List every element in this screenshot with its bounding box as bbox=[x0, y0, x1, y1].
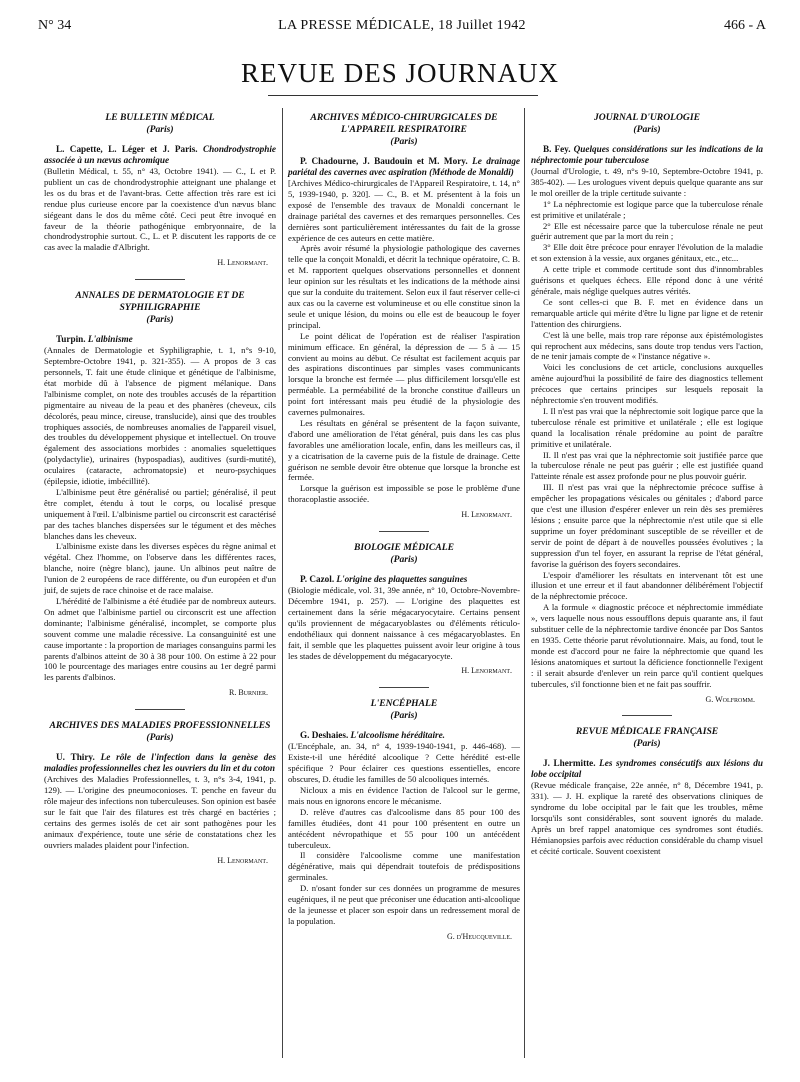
article-signature: H. Lenormant. bbox=[461, 510, 512, 520]
column-divider-2 bbox=[524, 108, 525, 1058]
article-signature: H. Lenormant. bbox=[217, 855, 268, 865]
article-authors: P. Chadourne, J. Baudouin et M. Mory. bbox=[300, 156, 468, 166]
article-signature: R. Burnier. bbox=[228, 688, 268, 698]
article-authors: B. Fey. bbox=[543, 144, 571, 154]
article-heading bbox=[44, 334, 276, 345]
article-title: Le rôle de l'infection dans la genèse des maladies professionnelles chez les ouvriers du lin et du coton bbox=[44, 752, 276, 774]
journal-title: REVUE MÉDICALE FRANÇAISE bbox=[575, 726, 719, 738]
journal-city: (Paris) bbox=[390, 554, 418, 566]
article-body: (Biologie médicale, vol. 31, 39e année, n° 10, Octobre-Novembre-Décembre 1941, p. 257). — L'origine des plaquettes est certainement dans la série mégacaryocytaire. Certains pensent qu'ils proviennent de mégacaryoblastes ou d'éléments réticulo-endothéliaux qui donnent naissance à ces mégacaryoblastes. En fait, il semble que les plaquettes puissent avoir leur origine à tous les stades de développement du mégacaryocyte. bbox=[288, 585, 520, 661]
article-body: (Revue médicale française, 22e année, n° 8, Décembre 1941, p. 331). — J. H. explique la rareté des observations cliniques de syndrome du lobe occipital par le fait que les troubles, même lorsqu'ils sont considérables, sont souvent ignorés du malade. Après un bref rappel anatomique ces syndromes sont étudiés. Hémianopsies parfois avec réduction considérable du champ visuel et cécité corticale. Souvent coexistent bbox=[531, 780, 763, 856]
page-number: 466 - A bbox=[724, 18, 766, 33]
article-paragraph: I. Il n'est pas vrai que la néphrectomie soit logique parce que la tuberculose rénale est primitive et unilatérale ; elle est logique quand la localisation rénale prédomine au point de paraître primitive et unilatérale. bbox=[531, 405, 763, 449]
article-paragraph: A la formule « diagnostic précoce et néphrectomie immédiate », vers laquelle nous nous essoufflons depuis quarante ans, il faut substituer celle de la néphrectomie tardive énoncée par Dos Santos en 1935. Cette théorie parut révolutionnaire. Mais, au fond, tout le monde est d'accord pour ne faire la néphrectomie que quand les lésions anatomiques et surtout la déficience fonctionnelle l'exigent : il serait absurde d'enlever un rein parce qu'il contient quelques tubercules, s'il fonctionne bien et ne fait pas souffrir. bbox=[531, 602, 763, 689]
issue-number: N° 34 bbox=[38, 18, 72, 33]
journal-city: (Paris) bbox=[146, 314, 174, 326]
article-title: Quelques considérations sur les indications de la néphrectomie pour tuberculose bbox=[531, 144, 764, 165]
section-separator bbox=[379, 531, 429, 532]
article-authors: L. Capette, L. Léger et J. Paris. bbox=[56, 144, 198, 154]
article-paragraph: D. n'osant fonder sur ces données un programme de mesures eugéniques, il ne peut que préconiser une éducation anti-alcoolique de la jeunesse et placer son espoir dans un redressement moral de la population. bbox=[288, 883, 520, 926]
article-heading bbox=[531, 144, 763, 166]
article-paragraph: Le point délicat de l'opération est de réaliser l'aspiration minimum efficace. En général, la dépression de — 5 à — 15 convient au moins au début. Ce résultat est facilement acquis par des aspirations discontinues par simples vases communicants lorsque la bronche est fermée — plus difficilement lorsqu'elle est perméable. La perméabilité de la bronche constitue d'ailleurs un point fort intéressant mais peu étudié de la physiologie des cavernes pulmonaires. bbox=[288, 330, 520, 418]
article-title: L'alcoolisme héréditaire. bbox=[350, 730, 445, 741]
article-paragraph: Lorsque la guérison est impossible se pose le problème d'une thoracoplastie associée. bbox=[288, 483, 520, 505]
article-paragraph: L'espoir d'améliorer les résultats en intervenant tôt est une illusion et une erreur et il faut abandonner délibérément l'objectif de la néphrectomie précoce. bbox=[531, 569, 763, 602]
article-paragraph: L'albinisme existe dans les diverses espèces du règne animal et végétal. Chez l'homme, on l'observe dans les différentes races, blanche, noire (nègre blanc), jaune. Un albinos peut naître de l'union de 2 européens de race différente, ou d'un européen et d'un juif, de sujets de race chinoise et de race malaise. bbox=[44, 541, 276, 596]
section-separator bbox=[379, 687, 429, 688]
article-heading bbox=[531, 758, 763, 780]
column-3 bbox=[531, 108, 763, 857]
article-paragraph: 1° La néphrectomie est logique parce que la tuberculose rénale est primitive et unilatérale ; bbox=[531, 198, 763, 220]
article-paragraph: Après avoir résumé la physiologie pathologique des cavernes telle que la conçoit Monaldi, et décrit la technique opératoire, C. B. et M. rapportent quelques observations personnelles et donnent leur opinion sur les résultats et les indications de la méthode ainsi que sur la conduite du traitement. Selon eux il faut réserver celle-ci aux cas ou la caverne est volumineuse et ou elle constitue sinon la seule et unique lésion, du moins ou elle est de beaucoup le foyer principal. bbox=[288, 243, 520, 330]
article-paragraph: Voici les conclusions de cet article, conclusions auxquelles amène aujourd'hui la possibilité de faire des diagnostics tellement précoces que certains principes sur lesquels reposait la néphrectomie s'en trouvent modifiés. bbox=[531, 362, 763, 406]
article-paragraph: Les résultats en général se présentent de la façon suivante, d'abord une amélioration de l'état général, puis dans les cas plus favorables une amélioration locale, enfin, dans les meilleurs cas, il y a cicatrisation de la caverne puis de la fistule de drainage. Cette guérison ne semble devoir être obtenue que lorsque la bronche est fermée. bbox=[288, 417, 520, 483]
article-authors: J. Lhermitte. bbox=[543, 758, 596, 769]
journal-title: LE BULLETIN MÉDICAL bbox=[105, 112, 215, 123]
page-title: REVUE DES JOURNAUX bbox=[240, 58, 559, 88]
journal-city: (Paris) bbox=[633, 738, 661, 750]
article-heading bbox=[288, 574, 520, 585]
article-heading bbox=[44, 144, 276, 166]
article-authors: U. Thiry. bbox=[56, 752, 95, 763]
article-title: Chondrodystrophie associée à un nævus achromique bbox=[44, 144, 276, 165]
article-title: L'albinisme bbox=[87, 334, 133, 345]
article-paragraph: (Journal d'Urologie, t. 49, n°s 9-10, Septembre-Octobre 1941, p. 385-402). — Les urologues vivent depuis quelque quarante ans sur le mol oreiller de la triple certitude suivante : bbox=[531, 166, 763, 198]
section-separator bbox=[135, 279, 185, 280]
article-paragraph: D. relève d'autres cas d'alcoolisme dans 85 pour 100 des familles étudiées, dont 41 pour 100 présentent en outre un antécédent névropathique et 55 pour 100 un antécédent tuberculeux. bbox=[288, 806, 520, 850]
journal-title: JOURNAL D'UROLOGIE bbox=[594, 112, 700, 123]
column-divider-1 bbox=[282, 108, 283, 1058]
journal-city: (Paris) bbox=[390, 136, 418, 147]
article-signature: G. d'Heucqueville. bbox=[447, 931, 512, 941]
article-body: (Bulletin Médical, t. 55, n° 43, Octobre 1941). — C., L et P. publient un cas de chondrodystrophie atteignant une phalange et les os du bras et de l'avant-bras. Cette affection très rare est ici rendue plus curieuse encore par la coexistence d'un nævus blanc siégeant dans le dos du même côté. Ceci peut être invoqué en faveur de la théorie pathogénique embryonnaire, de la chondrodystrophie surtout. C., L. et P. discutent les rapports de ce cas avec la maladie d'Albright. bbox=[44, 166, 276, 253]
page-header bbox=[38, 18, 766, 38]
article-paragraph: L'albinisme peut être généralisé ou partiel; généralisé, il peut être complet, étendu à tout le corps, ou localisé presque uniquement à l'œil. L'albinisme partiel ou circonscrit est caractérisé par des taches blanches dispersées sur le tégument et des mèches blanches dans les cheveux. bbox=[44, 486, 276, 541]
journal-city: (Paris) bbox=[146, 732, 174, 744]
journal-title: ANNALES DE DERMATOLOGIE ET DE SYPHILIGRAPHIE bbox=[75, 290, 245, 314]
journal-city: (Paris) bbox=[146, 124, 174, 135]
article-signature: H. Lenormant. bbox=[217, 258, 268, 268]
publication-date-line: LA PRESSE MÉDICALE, 18 Juillet 1942 bbox=[278, 18, 526, 33]
article-signature: G. Wolfromm. bbox=[705, 694, 755, 704]
article-paragraph: C'est là une belle, mais trop rare réponse aux épistémologistes qui reprochent aux médecins, sans doute trop tendus vers l'action, de ne tenir jamais compte de « l'instance négative ». bbox=[531, 329, 763, 362]
article-title: L'origine des plaquettes sanguines bbox=[336, 574, 468, 585]
article-paragraph: 3° Elle doit être précoce pour enrayer l'évolution de la maladie et son extension à la vessie, aux organes génitaux, etc., etc... bbox=[531, 242, 763, 264]
article-title: Le drainage pariétal des cavernes avec aspiration (Méthode de Monaldi) bbox=[288, 156, 520, 177]
article-heading bbox=[288, 156, 520, 178]
article-heading bbox=[44, 752, 276, 774]
article-title: Les syndromes consécutifs aux lésions du lobe occipital bbox=[531, 758, 763, 780]
article-signature: H. Lenormant. bbox=[461, 666, 512, 676]
article-body: (Archives des Maladies Professionnelles, t. 3, n°s 3-4, 1941, p. 129). — L'origine des pneumoconioses. T. penche en faveur du rôle majeur des infections non tuberculeuses. Son opinion est basée sur le fait que l'air des filatures est très chargé en bactéries ; certains des germes isolés de cet air sont pathogènes pour les animaux d'expérience, toute une série de constatations chez les ouvriers malades plaident pour l'infection. bbox=[44, 774, 276, 850]
article-authors: G. Deshaies. bbox=[300, 730, 349, 741]
article-paragraph: II. Il n'est pas vrai que la néphrectomie soit justifiée parce que la tuberculose rénale ne peut pas guérir ; elle est justifiée quand l'atteinte rénale est assez profonde pour ne plus pouvoir guérir. bbox=[531, 449, 763, 482]
article-paragraph: A cette triple et commode certitude sont dus d'innombrables guérisons et quelques échecs. Elle répond donc à une vérité générale, mais néglige quelques autres vérités. bbox=[531, 264, 763, 296]
section-separator bbox=[135, 709, 185, 710]
article-paragraph: (Annales de Dermatologie et Syphiligraphie, t. 1, n°s 9-10, Septembre-Octobre 1941, p. 321-355). — A propos de 3 cas personnels, T. fait une étude clinique et génétique de l'albinisme, état morbide dû à l'absence de pigment mélanique. Dans l'albinisme complet, on note des troubles accusés de la répartition pigmentaire au niveau de la peau et des phanères (cheveux, cils décolorés, peau mince, cireuse, translucide), ainsi que des troubles trophiques associés, de nombreuses anomalies de l'appareil visuel, des troubles du développement physique et intellectuel. On trouve également des associations morbides : anomalies squelettiques (polydactylie), urinaires (hypospadias), auditives (surdi-mutité), oculaires (cataracte, achromatopsie) et neuro-psychiques (épilepsie, idiotie, imbécillité). bbox=[44, 345, 276, 487]
journal-city: (Paris) bbox=[390, 710, 418, 722]
article-paragraph: Il considère l'alcoolisme comme une manifestation dégénérative, mais qui dépendrait toutefois de prédispositions germinales. bbox=[288, 850, 520, 883]
column-2 bbox=[288, 108, 520, 951]
article-paragraph: Nicloux a mis en évidence l'action de l'alcool sur le germe, mais nous en ignorons encore le mécanisme. bbox=[288, 784, 520, 806]
section-separator bbox=[622, 715, 672, 716]
article-paragraph: 2° Elle est nécessaire parce que la tuberculose rénale ne peut guérir autrement que par la mort du rein ; bbox=[531, 220, 763, 242]
journal-title: BIOLOGIE MÉDICALE bbox=[354, 542, 454, 554]
article-paragraph: Ce sont celles-ci que B. F. met en évidence dans un remarquable article qui mérite d'être lu ligne par ligne et de retenir l'attention des chirurgiens. bbox=[531, 296, 763, 329]
article-authors: Turpin. bbox=[56, 334, 86, 345]
article-paragraph: III. Il n'est pas vrai que la néphrectomie précoce suffise à empêcher les propagations vésicales ou génitales ; d'abord parce que c'est une illusion d'espérer enlever un rein dès ses premières lésions ; ensuite parce que la néphrectomie n'est utile que si elle supprime un foyer prédominant susceptible de se réveiller et de servir de point de départ à de nouvelles poussées évolutives ; la suppression d'un tel foyer, en assurant la reprise de l'état général, favorise la guérison des foyers secondaires. bbox=[531, 482, 763, 569]
article-authors: P. Cazol. bbox=[300, 574, 335, 585]
journal-city: (Paris) bbox=[633, 124, 661, 135]
article-heading bbox=[288, 730, 520, 741]
journal-title: ARCHIVES DES MALADIES PROFESSIONNELLES bbox=[49, 720, 271, 732]
article-paragraph: [Archives Médico-chirurgicales de l'Appareil Respiratoire, t. 14, n° 5, 1939-1940, p. 320]. — C., B. et M. présentent à la fois un exposé de l'ensemble des travaux de Monaldi concernant le drainage pariétal des cavernes et des remarques personnelles. Ces dernières sont particulièrement intéressantes du fait de la grosse expérience de ces auteurs en cette matière. bbox=[288, 178, 520, 243]
title-rule bbox=[268, 95, 538, 96]
column-1 bbox=[44, 108, 276, 874]
journal-title: L'ENCÉPHALE bbox=[370, 698, 438, 710]
article-paragraph: (L'Encéphale, an. 34, n° 4, 1939-1940-1941, p. 446-468). — Existe-t-il une hérédité alcoolique ? Cette hérédité est-elle spécifique ? Pour éclairer ces questions essentielles, encore obscures, D. étudie les familles de 50 alcooliques internés. bbox=[288, 741, 520, 785]
journal-title: ARCHIVES MÉDICO-CHIRURGICALES DE L'APPAREIL RESPIRATOIRE bbox=[310, 112, 498, 135]
article-paragraph: L'hérédité de l'albinisme a été étudiée par de nombreux auteurs. On admet que l'albinisme partiel ou circonscrit est une affection dominante; l'albinisme généralisé, incomplet, se comporte plus souvent comme une maladie récessive. La consanguinité est une cause importante : la proportion de mariages consanguins parmi les parents d'albinos atteint de 30 à 38 pour 100. On estime à 22 pour 100 le pourcentage des mariages entre cousins au 1er degré parmi les parents d'albinos. bbox=[44, 596, 276, 683]
